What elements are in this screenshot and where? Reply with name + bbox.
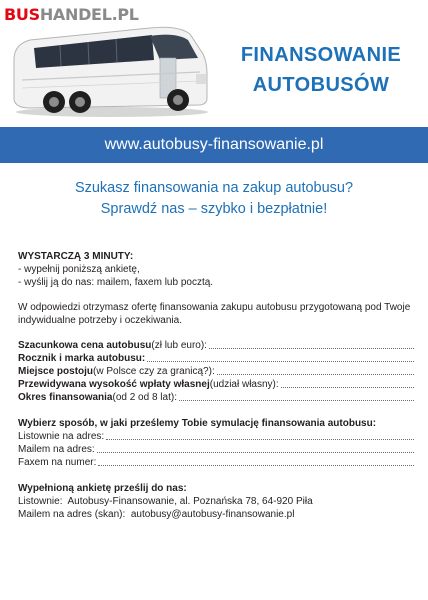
website-url-link[interactable]: www.autobusy-finansowanie.pl — [0, 127, 428, 163]
submit-title: Wypełnioną ankietę prześlij do nas: — [18, 483, 187, 494]
page-title — [214, 40, 428, 100]
steps-title: WYSTARCZĄ 3 MINUTY: — [18, 251, 134, 262]
option-label: Mailem na adres: — [18, 444, 95, 455]
form-fields — [18, 339, 414, 404]
submit-section — [18, 482, 414, 521]
post-address: Autobusy-Finansowanie, al. Poznańska 78, 64-920 Piła — [67, 496, 313, 507]
field-label: Okres finansowania — [18, 392, 113, 403]
delivery-option-fax[interactable] — [18, 456, 414, 469]
field-label: Przewidywana wysokość wpłaty własnej — [18, 379, 210, 390]
fill-line[interactable] — [106, 438, 414, 440]
delivery-section — [18, 417, 414, 469]
bus-image — [0, 14, 212, 118]
post-label: Listownie: — [18, 496, 63, 507]
field-label: Rocznik i marka autobusu: — [18, 353, 146, 364]
page-title-line-1: FINANSOWANIE — [240, 44, 402, 66]
fill-line[interactable] — [98, 464, 414, 466]
logo[interactable] — [4, 6, 139, 24]
form-field-down-payment[interactable] — [18, 378, 414, 391]
form-field-period[interactable] — [18, 391, 414, 404]
step-item: - wyślij ją do nas: mailem, faxem lub pocztą. — [18, 277, 214, 288]
delivery-option-post[interactable] — [18, 430, 414, 443]
delivery-option-email[interactable] — [18, 443, 414, 456]
intro-text: W odpowiedzi otrzymasz ofertę finansowania zakupu autobusu przygotowaną pod Twoje indywidualne potrzeby i oczekiwania. — [18, 302, 411, 326]
question-line-1: Szukasz finansowania na zakup autobusu? — [74, 180, 354, 196]
survey-form — [18, 250, 414, 521]
form-field-price[interactable] — [18, 339, 414, 352]
fill-line[interactable] — [97, 451, 414, 453]
option-label: Faxem na numer: — [18, 457, 97, 468]
field-label: Szacunkowa cena autobusu — [18, 340, 152, 351]
headline-question — [0, 178, 428, 220]
field-hint: (zł lub euro): — [151, 340, 207, 351]
step-item: - wypełnij poniższą ankietę, — [18, 264, 140, 275]
fill-line[interactable] — [217, 373, 414, 375]
page-title-line-2: AUTOBUSÓW — [252, 74, 390, 96]
fill-line[interactable] — [179, 399, 414, 401]
logo-bus-text: BUS — [4, 5, 40, 24]
post-contact — [18, 495, 414, 508]
field-label: Miejsce postoju — [18, 366, 94, 377]
header — [0, 0, 428, 125]
logo-handel-text: HANDEL.PL — [39, 5, 139, 24]
delivery-title: Wybierz sposób, w jaki prześlemy Tobie symulację finansowania autobusu: — [18, 418, 377, 429]
email-label: Mailem na adres (skan): — [18, 509, 126, 520]
option-label: Listownie na adres: — [18, 431, 105, 442]
fill-line[interactable] — [209, 347, 414, 349]
fill-line[interactable] — [147, 360, 414, 362]
fill-line[interactable] — [281, 386, 414, 388]
form-field-location[interactable] — [18, 365, 414, 378]
steps-section — [18, 250, 414, 289]
form-field-year-brand[interactable] — [18, 352, 414, 365]
field-hint: (od 2 od 8 lat): — [112, 392, 177, 403]
email-address-link[interactable]: autobusy@autobusy-finansowanie.pl — [130, 509, 295, 520]
question-line-2: Sprawdź nas – szybko i bezpłatnie! — [100, 201, 328, 217]
field-hint: (udział własny): — [209, 379, 279, 390]
field-hint: (w Polsce czy za granicą?): — [93, 366, 215, 377]
email-contact — [18, 508, 414, 521]
